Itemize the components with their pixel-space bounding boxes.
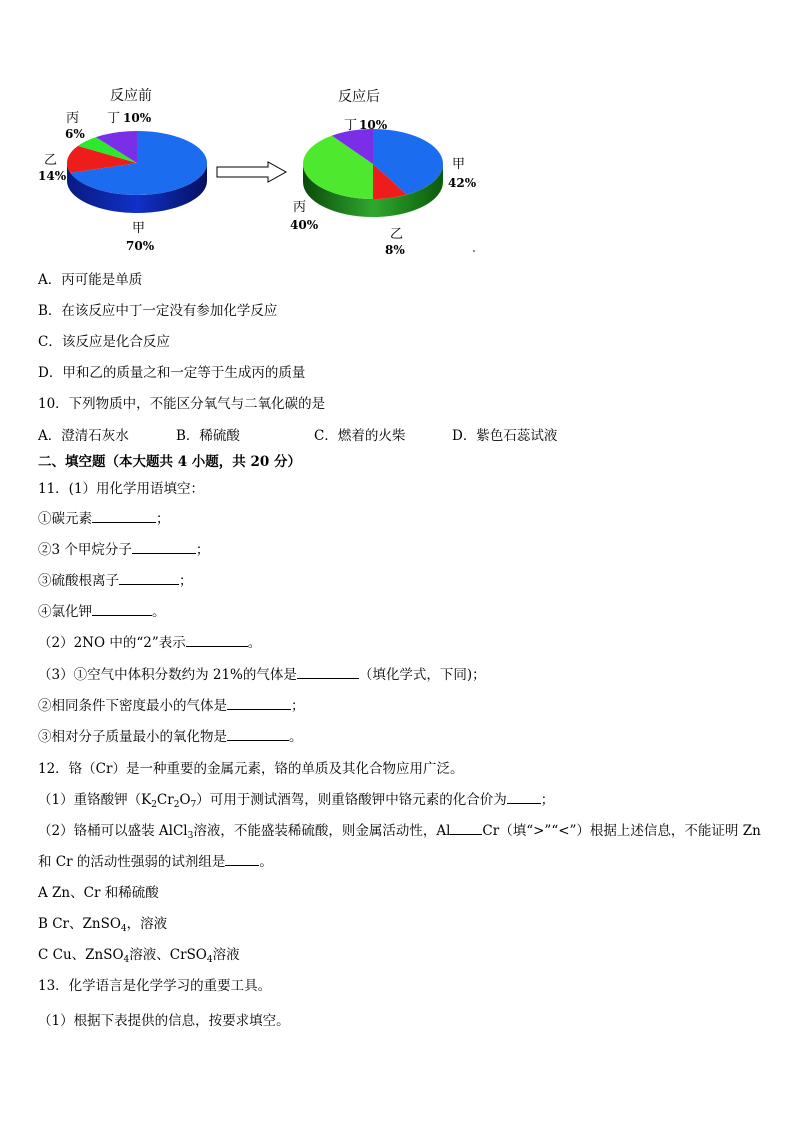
pie-after-label-bing-name: 丙 <box>293 200 307 215</box>
q12-part2 <box>38 822 761 840</box>
subscript: 4 <box>120 924 127 934</box>
pie-before-label-bing-name: 丙 <box>66 111 80 126</box>
q12-option-c <box>38 946 240 964</box>
subscript: 4 <box>123 955 130 965</box>
answer-blank[interactable] <box>227 728 289 741</box>
q9-option-c: C．该反应是化合反应 <box>38 334 170 350</box>
q12-stem: 12．铬（Cr）是一种重要的金属元素，铬的单质及其化合物应用广泛。 <box>38 761 464 777</box>
q12-part2-mid: 溶液，不能盛装稀硫酸，则金属活动性，Al <box>193 823 451 839</box>
subscript: 2 <box>173 800 180 810</box>
q11-stem: 11．(1）用化学用语填空： <box>38 481 205 497</box>
arrow-icon <box>217 162 286 182</box>
pie-before-label-jia-name: 甲 <box>132 221 146 236</box>
answer-blank[interactable] <box>119 572 179 585</box>
q12-option-c-pre: C Cu、ZnSO <box>38 947 124 963</box>
answer-blank[interactable] <box>186 634 248 647</box>
pie-after-label-yi-name: 乙 <box>390 227 404 242</box>
q12-part2-line2-text: 和 Cr 的活动性强弱的试剂组是 <box>38 854 226 870</box>
q11-part3b-text: ②相同条件下密度最小的气体是 <box>38 698 227 714</box>
q12-part1 <box>38 791 554 809</box>
q11-part3c <box>38 728 303 746</box>
subscript: 4 <box>206 955 213 965</box>
answer-blank[interactable] <box>92 510 156 523</box>
answer-blank[interactable] <box>507 791 541 804</box>
answer-blank[interactable] <box>450 822 482 835</box>
punct: ； <box>540 792 555 808</box>
pie-before-label-ding-name: 丁 <box>107 111 121 126</box>
q9-option-a: A．丙可能是单质 <box>38 272 143 288</box>
punct: ； <box>195 542 210 558</box>
pie-after-label-bing-value: 40% <box>290 218 319 232</box>
q12-part1-post: ）可用于测试酒驾，则重铬酸钾中铬元素的化合价为 <box>196 792 507 808</box>
q13-stem: 13．化学语言是化学学习的重要工具。 <box>38 978 272 994</box>
q11-item3 <box>38 572 193 590</box>
pie-after-title: 反应后 <box>338 89 380 105</box>
answer-blank[interactable] <box>227 697 291 710</box>
q10-option-d: D．紫色石蕊试液 <box>452 428 558 444</box>
answer-blank[interactable] <box>132 541 196 554</box>
q12-option-b-post: ，溶液 <box>126 916 168 932</box>
punct: 。 <box>247 635 262 651</box>
pie-before-label-ding-value: 10% <box>123 111 152 125</box>
q11-item4-text: ④氯化钾 <box>38 604 92 620</box>
answer-blank[interactable] <box>297 666 359 679</box>
q11-part3a-tail: （填化学式，下同)； <box>358 667 486 683</box>
pie-after-label-ding-name: 丁 <box>344 118 358 133</box>
q10-option-c: C．燃着的火柴 <box>314 428 406 444</box>
punct: ； <box>156 511 170 527</box>
q12-part1-o: O <box>179 792 191 808</box>
punct: 。 <box>289 729 303 745</box>
q11-item1 <box>38 510 170 528</box>
q12-option-c-mid: 溶液、CrSO <box>129 947 207 963</box>
q12-part2-tail: Cr（填“>”“<”）根据上述信息，不能证明 Zn <box>482 823 761 839</box>
answer-blank[interactable] <box>92 603 152 616</box>
q12-option-c-post: 溶液 <box>212 947 240 963</box>
section2-title: 二、填空题（本大题共 4 小题，共 20 分） <box>38 454 301 470</box>
subscript: 2 <box>151 800 157 810</box>
q12-option-b-pre: B Cr、ZnSO <box>38 916 121 932</box>
stray-dot <box>473 250 475 252</box>
q11-part2 <box>38 634 261 652</box>
q12-part1-cr: Cr <box>156 792 174 808</box>
q11-item2-text: ②3 个甲烷分子 <box>38 542 132 558</box>
q9-option-d: D．甲和乙的质量之和一定等于生成丙的质量 <box>38 365 306 381</box>
q11-part3c-text: ③相对分子质量最小的氧化物是 <box>38 729 227 745</box>
pie-after-label-ding-value: 10% <box>359 118 388 132</box>
q10-option-a: A．澄清石灰水 <box>38 428 129 444</box>
q10-stem: 10．下列物质中，不能区分氧气与二氧化碳的是 <box>38 396 326 412</box>
punct: ； <box>179 573 193 589</box>
q12-part2-pre: （2）铬桶可以盛装 AlCl <box>38 823 188 839</box>
q11-item1-text: ①碳元素 <box>38 511 92 527</box>
q11-item4 <box>38 603 166 621</box>
q11-part3a <box>38 666 486 684</box>
q11-part2-text: （2）2NO 中的“2”表示 <box>38 635 186 651</box>
answer-blank[interactable] <box>225 853 259 866</box>
pie-before-label-bing-value: 6% <box>65 127 85 141</box>
q12-part1-pre: （1）重铬酸钾（K <box>38 792 152 808</box>
q12-part2-line2 <box>38 853 273 871</box>
pie-after <box>303 129 443 217</box>
pie-before-label-yi-value: 14% <box>38 169 67 183</box>
q10-options <box>38 427 557 445</box>
q9-option-b: B．在该反应中丁一定没有参加化学反应 <box>38 303 278 319</box>
pie-charts-figure <box>0 0 794 265</box>
q12-option-b <box>38 915 167 933</box>
pie-after-label-jia-value: 42% <box>448 176 477 190</box>
pie-before-label-jia-value: 70% <box>126 239 155 253</box>
pie-before-label-yi-name: 乙 <box>44 153 58 168</box>
punct: ； <box>291 698 305 714</box>
pie-before-title: 反应前 <box>110 88 152 104</box>
q11-part3b <box>38 697 305 715</box>
punct: 。 <box>259 854 273 870</box>
subscript: 7 <box>190 800 197 810</box>
q10-option-b: B．稀硫酸 <box>176 428 240 444</box>
pie-before <box>67 131 207 213</box>
punct: 。 <box>152 604 166 620</box>
q13-part1: （1）根据下表提供的信息，按要求填空。 <box>38 1013 290 1029</box>
subscript: 3 <box>187 831 194 841</box>
pie-charts-svg <box>0 0 794 265</box>
pie-after-label-jia-name: 甲 <box>452 157 466 172</box>
pie-after-label-yi-value: 8% <box>385 243 405 257</box>
q11-item2 <box>38 541 209 559</box>
q11-part3a-text: （3）①空气中体积分数约为 21%的气体是 <box>38 667 297 683</box>
q11-item3-text: ③硫酸根离子 <box>38 573 119 589</box>
q12-option-a: A Zn、Cr 和稀硫酸 <box>38 885 159 901</box>
